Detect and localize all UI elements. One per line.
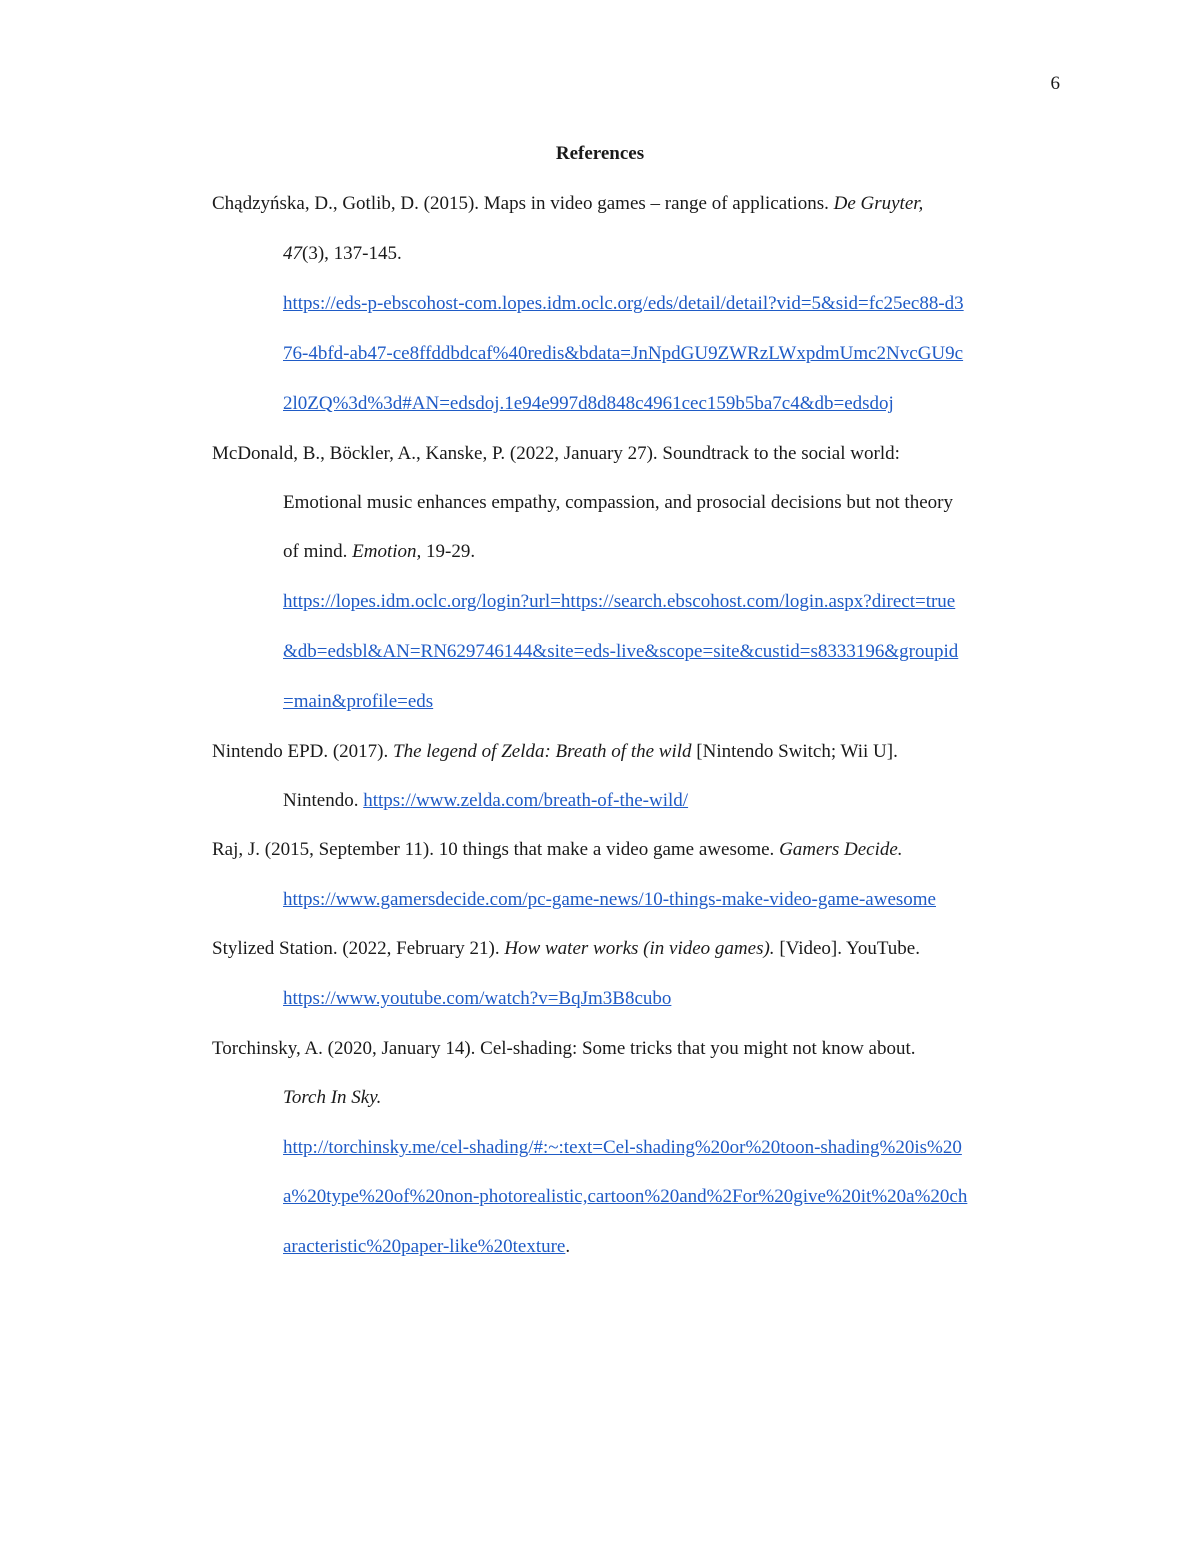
ref3-line2 <box>283 789 688 813</box>
ref5-medium: [Video]. YouTube. <box>774 938 920 959</box>
ref5-link[interactable]: https://www.youtube.com/watch?v=BqJm3B8cubo <box>283 988 672 1009</box>
ref1-line1 <box>212 192 923 216</box>
ref2-link-part1[interactable]: https://lopes.idm.oclc.org/login?url=https://search.ebscohost.com/login.aspx?direct=true <box>283 591 956 612</box>
ref6-url-line3 <box>283 1235 570 1259</box>
page-number: 6 <box>1050 73 1060 94</box>
ref1-link-part3[interactable]: 2l0ZQ%3d%3d#AN=edsdoj.1e94e997d8d848c4961cec159b5ba7c4&db=edsdoj <box>283 393 894 414</box>
ref2-text: of mind. <box>283 541 353 562</box>
ref2-link-part3[interactable]: =main&profile=eds <box>283 691 434 712</box>
ref1-volume: 47 <box>283 243 302 264</box>
ref1-url-line2 <box>283 342 963 366</box>
ref2-line1: McDonald, B., Böckler, A., Kanske, P. (2022, January 27). Soundtrack to the social world: <box>212 443 900 464</box>
ref2-link-part2[interactable]: &db=edsbl&AN=RN629746144&site=eds-live&scope=site&custid=s8333196&groupid <box>283 641 959 662</box>
ref3-title: The legend of Zelda: Breath of the wild <box>393 741 692 762</box>
ref4-line2 <box>283 888 936 912</box>
ref2-pages: 19-29. <box>421 541 476 562</box>
ref1-link-part1[interactable]: https://eds-p-ebscohost-com.lopes.idm.oclc.org/eds/detail/detail?vid=5&sid=fc25ec88-d3 <box>283 293 964 314</box>
ref3-author: Nintendo EPD. (2017). <box>212 741 394 762</box>
ref5-author: Stylized Station. (2022, February 21). <box>212 938 505 959</box>
ref6-line2 <box>283 1086 381 1110</box>
ref6-period: . <box>565 1236 571 1257</box>
ref4-site: Gamers Decide. <box>779 839 903 860</box>
ref1-url-line1 <box>283 292 964 316</box>
ref4-link[interactable]: https://www.gamersdecide.com/pc-game-news/10-things-make-video-game-awesome <box>283 889 936 910</box>
ref2-line3 <box>283 540 475 564</box>
ref2-url-line1 <box>283 590 955 614</box>
ref6-url-line1 <box>283 1136 962 1160</box>
ref6-line1: Torchinsky, A. (2020, January 14). Cel-shading: Some tricks that you might not know about. <box>212 1038 916 1059</box>
references-heading: References <box>555 143 645 164</box>
ref6-link-part3[interactable]: aracteristic%20paper-like%20texture <box>283 1236 566 1257</box>
ref6-link-part1[interactable]: http://torchinsky.me/cel-shading/#:~:text=Cel-shading%20or%20toon-shading%20is%20 <box>283 1137 962 1158</box>
ref6-site: Torch In Sky. <box>283 1087 382 1108</box>
ref5-line2 <box>283 987 671 1011</box>
ref1-link-part2[interactable]: 76-4bfd-ab47-ce8ffddbdcaf%40redis&bdata=JnNpdGU9ZWRzLWxpdmUmc2NvcGU9c <box>283 343 964 364</box>
ref3-link[interactable]: https://www.zelda.com/breath-of-the-wild/ <box>363 790 689 811</box>
ref1-pages: (3), 137-145. <box>302 243 402 264</box>
ref3-platform: [Nintendo Switch; Wii U]. <box>691 741 898 762</box>
ref1-line2 <box>283 242 402 266</box>
ref3-line1 <box>212 740 898 764</box>
ref6-link-part2[interactable]: a%20type%20of%20non-photorealistic,cartoon%20and%2For%20give%20it%20a%20ch <box>283 1186 968 1207</box>
ref2-url-line2 <box>283 640 958 664</box>
ref2-line2: Emotional music enhances empathy, compassion, and prosocial decisions but not theory <box>283 492 953 513</box>
ref4-line1 <box>212 838 903 862</box>
ref5-line1 <box>212 937 920 961</box>
ref5-title: How water works (in video games). <box>504 938 775 959</box>
ref2-journal: Emotion, <box>352 541 422 562</box>
ref1-journal: De Gruyter, <box>833 193 924 214</box>
ref2-url-line3 <box>283 690 433 714</box>
ref3-publisher: Nintendo. <box>283 790 364 811</box>
ref1-text: Chądzyńska, D., Gotlib, D. (2015). Maps in video games – range of applications. <box>212 193 834 214</box>
ref1-url-line3 <box>283 392 894 416</box>
ref6-url-line2 <box>283 1185 967 1209</box>
ref4-text: Raj, J. (2015, September 11). 10 things that make a video game awesome. <box>212 839 780 860</box>
